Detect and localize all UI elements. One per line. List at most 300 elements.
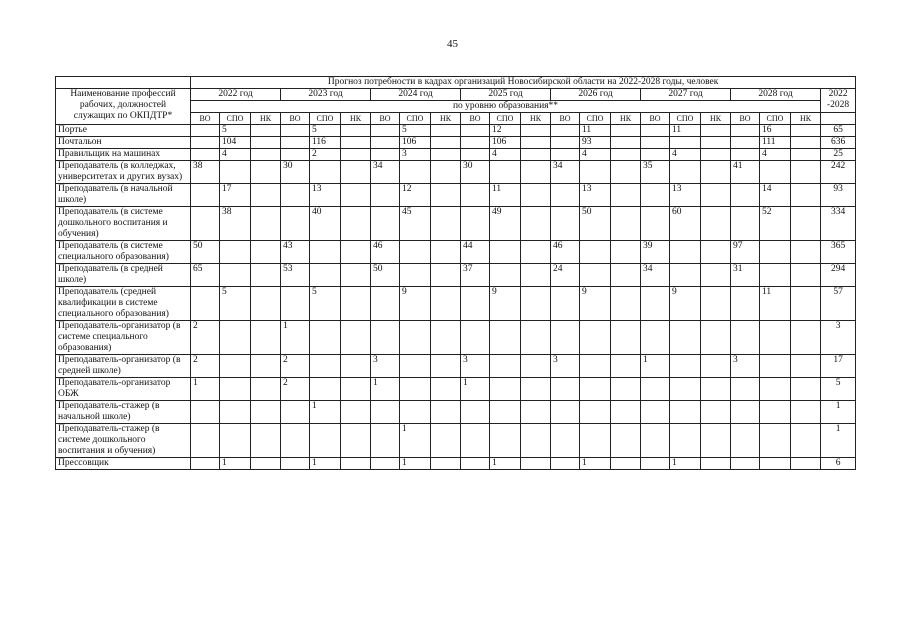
value-cell: 53 [281, 264, 310, 287]
total-cell: 17 [821, 355, 856, 378]
table-row [56, 241, 856, 264]
value-cell [791, 137, 821, 149]
value-cell [400, 161, 431, 184]
value-cell [431, 378, 461, 401]
total-cell: 6 [821, 458, 856, 470]
value-cell: 1 [191, 378, 220, 401]
value-cell [251, 161, 281, 184]
value-cell [251, 207, 281, 241]
value-cell [611, 161, 641, 184]
value-cell [701, 184, 731, 207]
value-cell [341, 149, 371, 161]
value-cell [400, 264, 431, 287]
value-cell [521, 321, 551, 355]
value-cell: 5 [310, 125, 341, 137]
profession-name: Преподаватель-организатор (в системе специального образования) [56, 321, 191, 355]
value-cell: 52 [760, 207, 791, 241]
value-cell: 40 [310, 207, 341, 241]
value-cell [760, 355, 791, 378]
value-cell [580, 424, 611, 458]
value-cell [760, 424, 791, 458]
value-cell [341, 207, 371, 241]
value-cell [281, 125, 310, 137]
value-cell [251, 137, 281, 149]
value-cell [400, 321, 431, 355]
value-cell [281, 287, 310, 321]
value-cell [731, 149, 760, 161]
value-cell [191, 125, 220, 137]
education-level-header: ВО [371, 113, 400, 125]
education-level-header: СПО [760, 113, 791, 125]
value-cell [670, 401, 701, 424]
value-cell: 1 [461, 378, 490, 401]
total-cell: 294 [821, 264, 856, 287]
value-cell [580, 264, 611, 287]
value-cell: 44 [461, 241, 490, 264]
value-cell [641, 149, 670, 161]
value-cell [641, 401, 670, 424]
value-cell [791, 207, 821, 241]
value-cell [701, 207, 731, 241]
total-cell: 1 [821, 424, 856, 458]
value-cell [551, 149, 580, 161]
value-cell: 5 [220, 125, 251, 137]
value-cell [341, 401, 371, 424]
value-cell [551, 458, 580, 470]
value-cell [670, 321, 701, 355]
year-header: 2024 год [371, 89, 461, 101]
value-cell [431, 207, 461, 241]
value-cell: 11 [760, 287, 791, 321]
year-header: 2023 год [281, 89, 371, 101]
value-cell [310, 355, 341, 378]
value-cell: 13 [670, 184, 701, 207]
value-cell [791, 378, 821, 401]
value-cell: 4 [670, 149, 701, 161]
value-cell [701, 137, 731, 149]
value-cell: 31 [731, 264, 760, 287]
education-level-header: СПО [490, 113, 521, 125]
table-row [56, 149, 856, 161]
value-cell: 5 [220, 287, 251, 321]
table-row [56, 287, 856, 321]
value-cell: 9 [580, 287, 611, 321]
value-cell [461, 149, 490, 161]
value-cell [521, 161, 551, 184]
value-cell [521, 125, 551, 137]
value-cell [431, 184, 461, 207]
value-cell [611, 241, 641, 264]
value-cell [641, 458, 670, 470]
staffing-forecast-table [55, 76, 856, 470]
value-cell: 30 [281, 161, 310, 184]
value-cell [371, 321, 400, 355]
value-cell [310, 321, 341, 355]
total-cell: 636 [821, 137, 856, 149]
profession-name: Преподаватель-организатор ОБЖ [56, 378, 191, 401]
value-cell: 2 [191, 355, 220, 378]
value-cell [490, 161, 521, 184]
value-cell: 1 [400, 424, 431, 458]
value-cell [760, 241, 791, 264]
value-cell [251, 125, 281, 137]
education-level-header: НК [701, 113, 731, 125]
value-cell [611, 149, 641, 161]
value-cell: 3 [400, 149, 431, 161]
value-cell [670, 424, 701, 458]
value-cell [701, 264, 731, 287]
value-cell [701, 149, 731, 161]
value-cell [670, 161, 701, 184]
value-cell [580, 378, 611, 401]
value-cell: 38 [220, 207, 251, 241]
value-cell [701, 321, 731, 355]
value-cell [341, 125, 371, 137]
value-cell [191, 149, 220, 161]
value-cell [701, 355, 731, 378]
value-cell [760, 378, 791, 401]
value-cell [371, 401, 400, 424]
value-cell [490, 321, 521, 355]
value-cell [551, 424, 580, 458]
education-level-header: СПО [310, 113, 341, 125]
value-cell [220, 264, 251, 287]
education-level-header: СПО [670, 113, 701, 125]
value-cell: 35 [641, 161, 670, 184]
name-column-header: Наименование профессий рабочих, должностей служащих по ОКПДТР* [56, 89, 191, 125]
value-cell [580, 401, 611, 424]
value-cell: 34 [371, 161, 400, 184]
value-cell [551, 125, 580, 137]
value-cell [521, 137, 551, 149]
value-cell: 39 [641, 241, 670, 264]
year-header: 2027 год [641, 89, 731, 101]
value-cell: 3 [461, 355, 490, 378]
value-cell [431, 401, 461, 424]
value-cell: 5 [310, 287, 341, 321]
education-level-header: НК [611, 113, 641, 125]
value-cell [400, 401, 431, 424]
value-cell [431, 321, 461, 355]
value-cell: 4 [490, 149, 521, 161]
value-cell: 45 [400, 207, 431, 241]
value-cell: 65 [191, 264, 220, 287]
value-cell [461, 287, 490, 321]
education-level-header: ВО [191, 113, 220, 125]
value-cell: 50 [580, 207, 611, 241]
table-row [56, 321, 856, 355]
total-cell: 25 [821, 149, 856, 161]
value-cell [341, 424, 371, 458]
value-cell [521, 424, 551, 458]
value-cell [611, 207, 641, 241]
value-cell [670, 355, 701, 378]
value-cell [791, 321, 821, 355]
value-cell [731, 207, 760, 241]
table-row [56, 161, 856, 184]
value-cell: 1 [641, 355, 670, 378]
value-cell [461, 184, 490, 207]
value-cell [731, 401, 760, 424]
value-cell [490, 355, 521, 378]
value-cell [371, 125, 400, 137]
value-cell [731, 378, 760, 401]
value-cell: 12 [490, 125, 521, 137]
value-cell [341, 355, 371, 378]
value-cell [251, 378, 281, 401]
value-cell [310, 241, 341, 264]
value-cell [490, 241, 521, 264]
value-cell [760, 321, 791, 355]
education-level-header: ВО [281, 113, 310, 125]
value-cell: 3 [551, 355, 580, 378]
value-cell [701, 241, 731, 264]
value-cell: 50 [371, 264, 400, 287]
value-cell [731, 458, 760, 470]
value-cell [220, 321, 251, 355]
value-cell [611, 287, 641, 321]
value-cell [611, 378, 641, 401]
value-cell [251, 424, 281, 458]
value-cell [611, 424, 641, 458]
value-cell [551, 287, 580, 321]
value-cell [521, 264, 551, 287]
education-level-header: ВО [461, 113, 490, 125]
value-cell [191, 207, 220, 241]
value-cell [701, 378, 731, 401]
value-cell [611, 321, 641, 355]
value-cell [400, 355, 431, 378]
value-cell [580, 355, 611, 378]
total-cell: 365 [821, 241, 856, 264]
table-row [56, 137, 856, 149]
education-level-caption: по уровню образования** [191, 101, 821, 113]
value-cell [431, 137, 461, 149]
value-cell [791, 264, 821, 287]
value-cell: 11 [490, 184, 521, 207]
value-cell [760, 161, 791, 184]
value-cell: 30 [461, 161, 490, 184]
value-cell [611, 184, 641, 207]
value-cell: 97 [731, 241, 760, 264]
value-cell [461, 137, 490, 149]
value-cell [611, 264, 641, 287]
value-cell: 4 [220, 149, 251, 161]
value-cell: 9 [670, 287, 701, 321]
value-cell [341, 241, 371, 264]
value-cell: 5 [400, 125, 431, 137]
education-level-header: НК [341, 113, 371, 125]
total-cell: 242 [821, 161, 856, 184]
year-header: 2025 год [461, 89, 551, 101]
value-cell [731, 321, 760, 355]
value-cell [371, 424, 400, 458]
value-cell [461, 125, 490, 137]
profession-name: Преподаватель (в средней школе) [56, 264, 191, 287]
value-cell [701, 401, 731, 424]
value-cell [371, 137, 400, 149]
value-cell [431, 149, 461, 161]
value-cell [371, 184, 400, 207]
value-cell: 1 [580, 458, 611, 470]
education-level-header: ВО [641, 113, 670, 125]
table-row [56, 264, 856, 287]
value-cell: 2 [281, 355, 310, 378]
value-cell [431, 264, 461, 287]
value-cell [611, 137, 641, 149]
value-cell [461, 458, 490, 470]
value-cell [521, 287, 551, 321]
value-cell [220, 355, 251, 378]
value-cell [371, 287, 400, 321]
value-cell: 50 [191, 241, 220, 264]
corner-cell [56, 77, 191, 89]
value-cell: 34 [641, 264, 670, 287]
value-cell [731, 137, 760, 149]
value-cell: 13 [580, 184, 611, 207]
value-cell [490, 378, 521, 401]
value-cell [731, 125, 760, 137]
value-cell [431, 241, 461, 264]
value-cell: 1 [310, 458, 341, 470]
value-cell: 24 [551, 264, 580, 287]
value-cell [461, 424, 490, 458]
value-cell [791, 355, 821, 378]
value-cell [310, 378, 341, 401]
value-cell [521, 241, 551, 264]
value-cell: 1 [281, 321, 310, 355]
value-cell [431, 424, 461, 458]
profession-name: Портье [56, 125, 191, 137]
value-cell: 3 [731, 355, 760, 378]
value-cell [400, 378, 431, 401]
profession-name: Преподаватель (в системе специального образования) [56, 241, 191, 264]
page-number: 45 [447, 38, 458, 50]
value-cell: 1 [371, 378, 400, 401]
value-cell [431, 355, 461, 378]
value-cell [191, 401, 220, 424]
value-cell [521, 207, 551, 241]
value-cell [341, 378, 371, 401]
profession-name: Преподаватель (средней квалификации в системе специального образования) [56, 287, 191, 321]
value-cell [760, 458, 791, 470]
value-cell [701, 125, 731, 137]
education-level-header: НК [251, 113, 281, 125]
education-level-header: НК [431, 113, 461, 125]
value-cell [281, 184, 310, 207]
value-cell [431, 458, 461, 470]
value-cell: 9 [490, 287, 521, 321]
value-cell: 49 [490, 207, 521, 241]
value-cell: 2 [281, 378, 310, 401]
value-cell [341, 321, 371, 355]
value-cell [791, 401, 821, 424]
value-cell: 106 [490, 137, 521, 149]
value-cell [310, 424, 341, 458]
table-row [56, 355, 856, 378]
value-cell [701, 287, 731, 321]
value-cell [191, 184, 220, 207]
value-cell: 93 [580, 137, 611, 149]
value-cell [670, 378, 701, 401]
profession-name: Преподаватель-стажер (в системе дошкольного воспитания и обучения) [56, 424, 191, 458]
value-cell [641, 184, 670, 207]
value-cell [670, 137, 701, 149]
profession-name: Почтальон [56, 137, 191, 149]
value-cell [791, 161, 821, 184]
value-cell [281, 137, 310, 149]
value-cell: 11 [670, 125, 701, 137]
value-cell [220, 161, 251, 184]
total-cell: 1 [821, 401, 856, 424]
value-cell: 4 [580, 149, 611, 161]
profession-name: Преподаватель-организатор (в средней школе) [56, 355, 191, 378]
value-cell [251, 401, 281, 424]
value-cell: 2 [191, 321, 220, 355]
value-cell: 13 [310, 184, 341, 207]
value-cell: 46 [371, 241, 400, 264]
value-cell: 1 [400, 458, 431, 470]
value-cell [281, 207, 310, 241]
value-cell [310, 161, 341, 184]
total-cell: 93 [821, 184, 856, 207]
value-cell: 37 [461, 264, 490, 287]
value-cell: 104 [220, 137, 251, 149]
value-cell [641, 287, 670, 321]
education-level-header: ВО [731, 113, 760, 125]
value-cell [580, 161, 611, 184]
value-cell [641, 321, 670, 355]
value-cell [220, 378, 251, 401]
value-cell [791, 424, 821, 458]
value-cell [461, 401, 490, 424]
value-cell [281, 401, 310, 424]
value-cell [251, 241, 281, 264]
year-header: 2028 год [731, 89, 821, 101]
education-level-header: ВО [551, 113, 580, 125]
profession-name: Преподаватель (в колледжах, университетах и других вузах) [56, 161, 191, 184]
value-cell [371, 207, 400, 241]
value-cell [580, 321, 611, 355]
value-cell [251, 355, 281, 378]
value-cell [251, 458, 281, 470]
value-cell [341, 458, 371, 470]
total-column-header: 2022 -2028 [821, 89, 856, 113]
value-cell [461, 207, 490, 241]
year-header: 2026 год [551, 89, 641, 101]
value-cell [731, 287, 760, 321]
value-cell [521, 378, 551, 401]
value-cell: 16 [760, 125, 791, 137]
total-cell: 3 [821, 321, 856, 355]
value-cell [611, 458, 641, 470]
value-cell [760, 264, 791, 287]
value-cell [220, 401, 251, 424]
value-cell [191, 458, 220, 470]
value-cell [341, 137, 371, 149]
value-cell [580, 241, 611, 264]
value-cell: 14 [760, 184, 791, 207]
table-row [56, 378, 856, 401]
value-cell [251, 184, 281, 207]
value-cell [521, 401, 551, 424]
value-cell [251, 287, 281, 321]
value-cell [521, 184, 551, 207]
profession-name: Преподаватель (в начальной школе) [56, 184, 191, 207]
value-cell: 1 [490, 458, 521, 470]
value-cell [551, 401, 580, 424]
value-cell [791, 125, 821, 137]
